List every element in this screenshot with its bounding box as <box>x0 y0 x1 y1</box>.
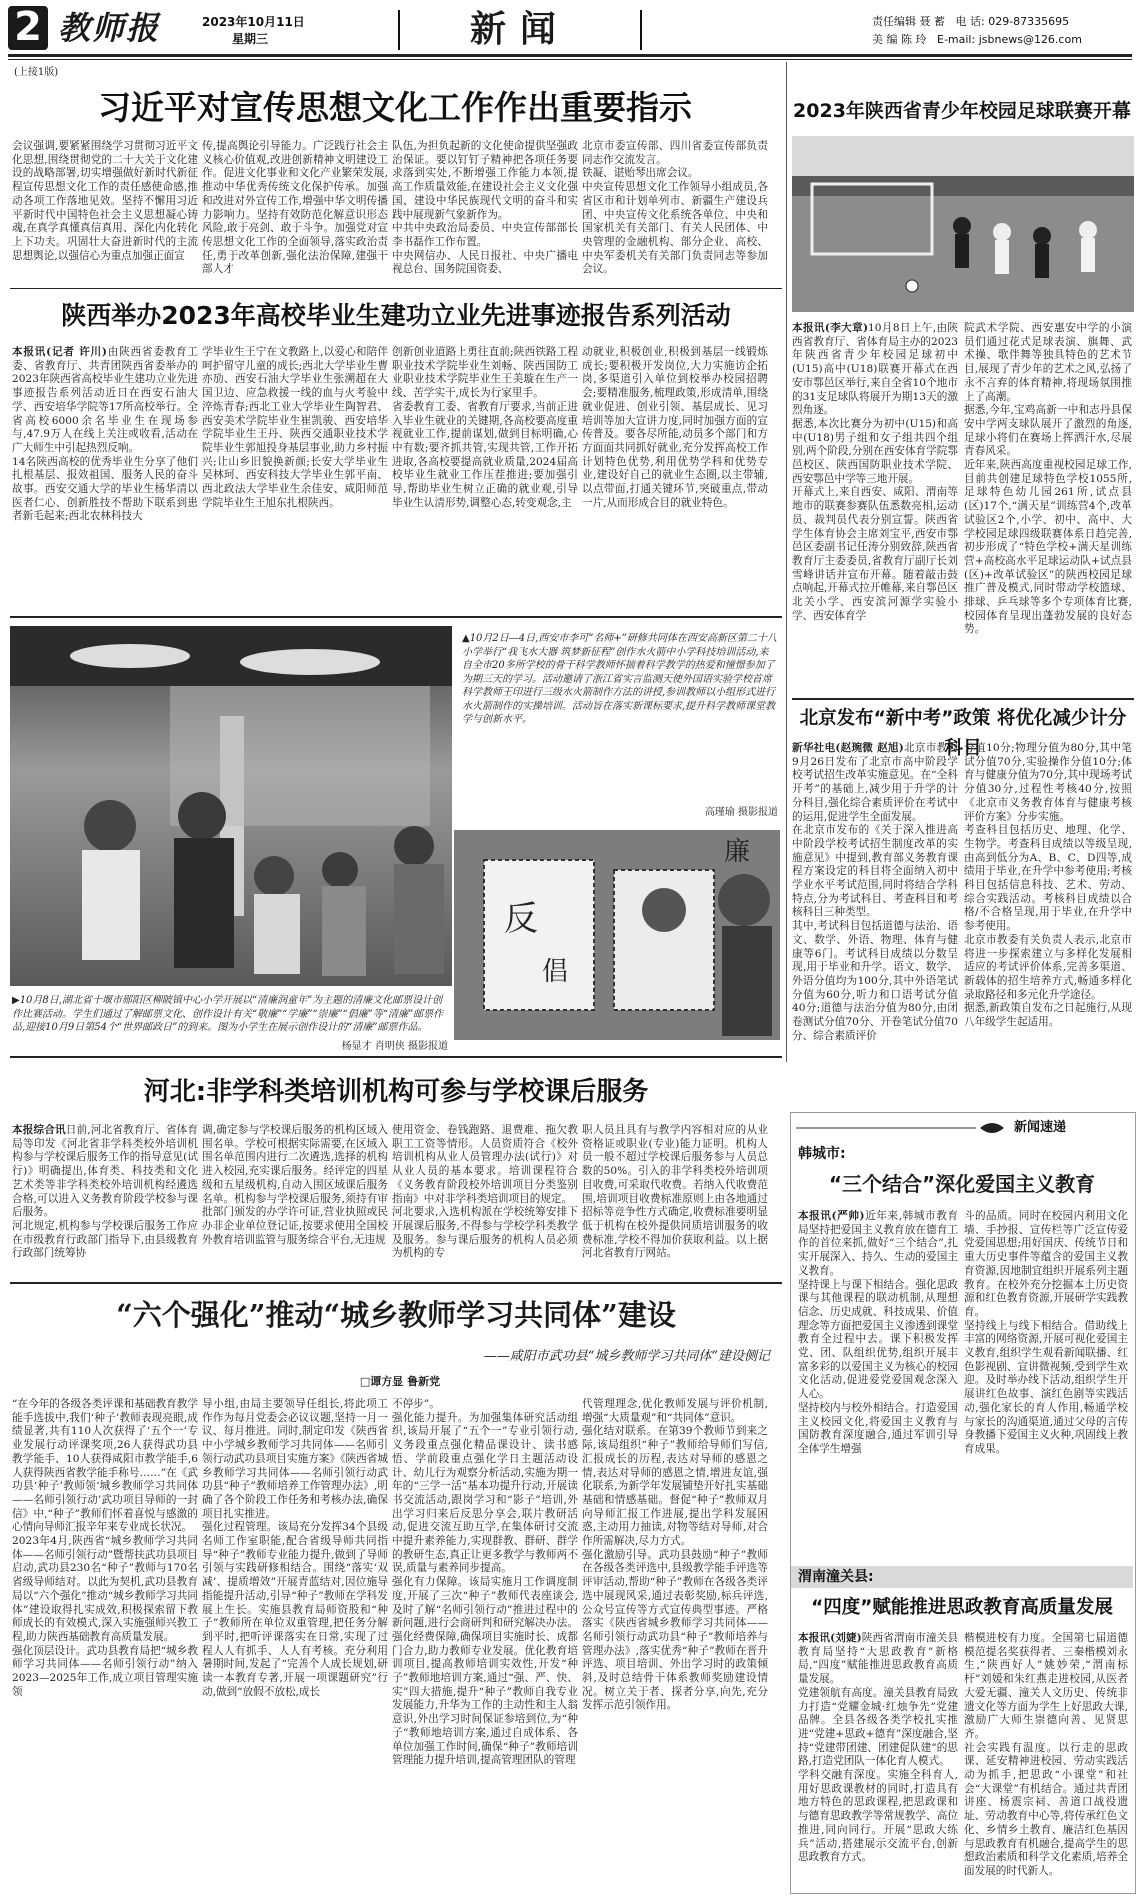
article3-col-1 <box>792 322 958 692</box>
article2-divider <box>10 616 782 618</box>
photo-water-rocket <box>10 626 452 986</box>
article2-col-3: 创新创业道路上勇往直前;陕西铁路工程职业技术学院毕业生刘畅、陕西国防工业职业技术学院毕业生王美璇在生产一线、苦学实干,成长为行家里手。 省委教育工委、省教育厅要求,当前正进入毕业生就业的关键期,各高校要高度重视就业工作,提前谋划,做到目标明确,心中有数;要齐抓共管,实现共管,工作开拓进取,各高校要提高就业质量,2024届高校毕业生就业工作压茬推进;要加强引导,帮助毕业生树立正确的就业观,引导毕业生认清形势,调整心态,转变观念,主 <box>392 346 578 509</box>
article6-col-3: 不停步”。 强化能力提升。为加强集体研究活动组织,该局开展了“五个一”专业引领行动,义务段重点强化精品课设计、读书感悟、学前段重点强化学日主题活动设计、幼儿行为观察分析活动,实施为期一年的“三学一活”基本功提升行动,开展读书交流活动,跟岗学习和“影子”培训,外出学习归来后反思分享会,联片教研活动,促进交流互助互学,在集体研讨交流中提升素养能力,实现群教、群研、群学的教研生态,真正让更多教学与教师两不误,质量与素养同步提高。 强化有力保障。该局实施月工作调度制度,开展了三次“种子”教师代表座谈会,及时了解“名师引领行动”推进过程中的新问题,进行会商研判和研究解决办法。强化经费保障,确保项目实施时长、成都门合力,助力教师专业发展。优化教育培训项目,提高教师培训实效性,开发“种子”教师地培训方案,通过“强、严、快、实”四大措施,提升“种子”教师自我专业发展能力,升华为工作的主动性和主人翁意识,外出学习时间保证参培到位,为“种子”教师地培训方案,通过自成体系、各单位加强工作时间,确保“种子”教师培训管理能力提升培训,提高管理团队的管理 <box>392 1398 578 1767</box>
article5-col-2: 调,确定参与学校课后服务的机构区域入围名单。学校可根据实际需要,在区域入围名单范围内进行二次遴选,选择的机构进入校园,充实课后服务。经评定的四星级和五星级机构,自动入围区域课后服务名单。机构参与学校课后服务,须持有审批部门颁发的办学许可证,营业执照或民办非企业单位登记证,按要求使用全国校外教育培训监管与服务综合平台,无违规 <box>202 1124 388 1246</box>
article4-headline: 北京发布“新中考”政策 将优化减少计分科目 <box>799 708 1127 759</box>
brief1-headline: “三个结合”深化爱国主义教育 <box>828 1172 1096 1196</box>
article3-col-1-text: 10月8日上午,由陕西省教育厅、省体育局主办的2023年陕西省青少年校园足球初中(U15)高中(U18)联赛开幕式在西安市鄠邑区举行,来自全省10个地市的31支足球队将展开为期13天的激烈角逐。 据悉,本次比赛分为初中(U15)和高中(U18)男子组和女子组共四个组别,两个阶段,分别在西安体育学院鄠邑校区、陕西国防职业技术学院、西安鄠邑中学等三地开展。 开幕式上,来自西安、咸阳、渭南等地市的联赛参赛队伍悉数亮相,运动员、裁判员代表分别宣誓。陕西省学生体育协会主席刘宝平,西安市鄠邑区委副书记任涛分别致辞,陕西省教育厅主委委员,省教育厅副厅长刘雪峰讲话并宣布开幕。随着敲击鼓点响起,开幕式拉开帷幕,来自鄠邑区北关小学、西安滨河源学实验小学、西安体育学 <box>792 322 958 622</box>
editor-label: 责任编辑 <box>872 15 916 28</box>
photo-credit-stamp: 杨显才 肖明侠 摄影报道 <box>341 1041 448 1052</box>
email-label: E-mail: <box>937 33 976 46</box>
svg-text:廉: 廉 <box>724 837 751 867</box>
brief1-col-2: 斗的品质。同时在校园内利用文化墙、手抄报、宣传栏等广泛宣传爱党爱国思想;用好国庆、传统节日和重大历史事件等蕴含的爱国主义教育资源,因地制宜组织开展系列主题教育。在校外充分挖掘本土历史资源和红色教育资源,开展研学实践教育。 坚持线上与线下相结合。借助线上丰富的网络资源,开展可视化爱国主义教育,组织学生观看新闻联播、红色影视剧、宣讲微视频,受到学生欢迎。及时举办线下活动,组织学生开展讲红色故事、演红色剧等实践活动,强化家长的育人作用,畅通学校与家长的沟通渠道,通过父母的言传身教播下爱国主义火种,巩固线上教育成果。 <box>964 1210 1128 1455</box>
brief1-col-1-text: 近年来,韩城市教育局坚持把爱国主义教育放在德育工作的首位来抓,做好“三个结合”,扎实开展深入、持久、生动的爱国主义教育。 坚持课上与课下相结合。强化思政课与其他课程的联动机制,从理想信念、历史成就、科技成果、价值理念等方面把爱国主义渗透到课堂教育全过程中去。课下积极发挥党、团、队组织优势,组织开展丰富多彩的以爱国主义为核心的校园文化活动,促进爱党爱国观念深入人心。 坚持校内与校外相结合。打造爱国主义校园文化,将爱国主义教育与国防教育深度融合,通过军训引导全体学生增强 <box>798 1210 958 1455</box>
phone-number: 029-87335695 <box>988 15 1070 28</box>
brief1-col-1 <box>798 1210 958 1556</box>
article6-subtitle: ——咸阳市武功县“城乡教师学习共同体”建设侧记 <box>483 1349 770 1364</box>
article6-col-4: 代管理理念,优化教师发展与评价机制,增强“大质量观”和“共同体”意识。 强化结对联系。在第39个教师节到来之际,该局组织“种子”教师给导师们写信,汇报成长的历程,表达对导师的感恩之情,表达对导师的感恩之情,增进友谊,强化联系,为新学年发展铺垫开好扎实基础基础和情感基础。督促“种子”教师双月向导师汇报工作进展,提出学科发展困惑,主动用力抽读,对物等结对导师,对合作所需解决,尽力方式。 强化激励引导。武功县鼓励“种子”教师在各级各类评选中,县级教学能手评选等评审活动,帮助“种子”教师在各级各类评选中展现风采,通过表彰奖励,标兵评选,公众号宣传等方式宣传典型事迹。严格落实《陕西省城乡教师学习共同体——名师引领行动武功县“种子”教师培养与管理办法》,落实优秀“种子”教师在晋升评选、项目培训、外出学习时的政策倾斜,及时总结骨干体系教师奖励建设情况。树立关于者、探者分享,向先,充分发挥示范引领作用。 <box>582 1398 768 1712</box>
brief2-label: 渭南潼关县: <box>798 1569 874 1585</box>
football-photo-art <box>792 136 1134 312</box>
right-column-rule <box>786 62 787 1062</box>
paper-name: 教师报 <box>58 9 161 47</box>
issue-date: 2023年10月11日 <box>202 15 305 29</box>
article2-col-1 <box>12 346 198 608</box>
art-label: 美 编 <box>872 33 898 46</box>
article5-col-1-text: 日前,河北省教育厅、省体育局等印发《河北省非学科类校外培训机构参与学校课后服务工作的指导意见(试行)》明确提出,体育类、科技类和文化艺术类等非学科类校外培训机构经遴选合格,可以进入义务教育阶段学校参与课后服务。 河北规定,机构参与学校课后服务工作应在市级教育行政部门指导下,由县级教育行政部门统筹协 <box>12 1124 198 1260</box>
email-address: jsbnews@126.com <box>978 33 1082 46</box>
photo-caption-water-rocket: ▲10月2日—4日,西安市李可“名师+”研修共同体在西安高新区第二十八小学举行“我飞水大器 筑梦新征程”创作水火箭中小学科技培训活动,来自全市20多所学校的骨干科学教师怀揣着科学教学的热爱和憧憬参加了为期三天的学习。活动邀请了浙江省实言监测天使外国语实验学校首席科学教师王印进行三级水火箭制作方法的讲授,参训教师以小组形式进行水火箭制作的实操培训。活动旨在落实新课标要求,提升科学教师课堂教学与创新水平。 <box>462 633 777 725</box>
brief2-headline: “四度”赋能推进思政教育高质量发展 <box>811 1597 1113 1618</box>
article5-divider <box>10 1282 782 1284</box>
article5-col-4: 职人员且具有与教学内容相对应的从业资格证或职业(专业)能力证明。机构人员一般不超过学校课后服务参与人员总数的50%。引入的非学科类校外培训项目收费,可采取代收费。若纳入代收费范围,培训项目收费标准原则上由各地通过招标等竞争性方式确定,收费标准要明显低于机构在校外提供同质培训服务的收费标准,学校不得加价获取利益。以上据河北省教育厅网站。 <box>582 1124 768 1260</box>
article1-col-3: 队伍,为担负起新的文化使命提供坚强政治保证。要以钉钉子精神把各项任务要求落到实处,不断增强工作能力本领,提高工作质量效能,在建设社会主义文化强国、建设中华民族现代文明的奋斗和实践中展现新气象新作为。 中共中央政治局委员、中央宣传部部长李书磊作工作布置。 中央网信办、人民日报社、中央广播电视总台、国务院国资委、 <box>392 140 578 276</box>
article2-col-2: 学毕业生王宁在文教路上,以爱心和陪伴呵护留守儿童的成长;西北大学毕业生曹亦劢、西安石油大学毕业生张溯超在大国卫边、应急救援一线的血与火考验中淬炼青春;西北工业大学毕业生陶智君、西安美术学院毕业生崔凯骏、西安培华学院毕业生王丹、陕西交通职业技术学院毕业生郭旭投身基层事业,助力乡村振兴;让山乡旧貌换新颜;长安大学毕业生吴林珂、西安科技大学毕业生郭平南、西北政法大学毕业生余佳安、咸阳师范学院毕业生王旭东扎根陕西。 <box>202 346 388 509</box>
page-number: 2 <box>14 4 42 50</box>
article1-col-2: 传,提高舆论引导能力。广泛践行社会主义核心价值观,改进创新精神文明建设工作。促进文化事业和文化产业繁荣发展,推动中华优秀传统文化保护传承。加强和改进对外宣传工作,增强中华文明传播力影响力。坚持有效防范化解意识形态风险,敢于亮剑、敢于斗争。加强党对宣传思想文化工作的全面领导,落实政治责任,勇于改革创新,强化法治保障,建强干部人才 <box>202 140 388 276</box>
article5-col-3: 使用资金、卷钱跑路、退费难、拖欠教职工工资等情形。人员资质符合《校外培训机构从业人员管理办法(试行)》对从业人员的基本要求。培训课程符合《义务教育阶段校外培训项目分类鉴别指南》中对非学科类培训项目的规定。 河北要求,入选机构派在学校统筹安排下开展课后服务,不得参与学校学科类教学及服务。参与课后服务的机构人员必须为机构的专 <box>392 1124 578 1260</box>
article5-byline: 本报综合讯 <box>12 1124 66 1136</box>
art-line <box>872 32 1137 47</box>
brief2-col-2: 楷模进校有力度。全国第七届道德模范提名奖获得者、三秦楷模刘永生,“陕西好人”姚妙荣,“渭南标杆”刘媛和朱红燕走进校园,从医者大爱无疆、潼关人文历史、传统非遗文化等方面为学生上好思政大课,激励广大师生崇德向善、见贤思齐。 社会实践有温度。以行走的思政课、延安精神进校园、劳动实践活动为抓手,把思政“小课堂”和社会“大课堂”有机结合。通过共青团讲座、杨震宗祠、善道口战役遗址、劳动教育中心等,将传承红色文化、乡情乡土教育、廉洁红色基因与思政教育有机融合,提高学生的思想政治素质和科学文化素质,培养全面发展的时代新人。 <box>964 1632 1128 1877</box>
brief2-byline: 本报讯(刘婕) <box>798 1632 862 1644</box>
article2-col-1-text: 由陕西省委教育工委、省教育厅、共青团陕西省委举办的2023年陕西省高校毕业生建功立业先进事迹报告系列活动近日在西安石油大学、西安培华学院等17所高校举行。全省高校6000余名毕业生在现场参与,47.9万人在线上关注或收看,活动在广大师生中引起热烈反响。 14名陕西高校的优秀毕业生分享了他们扎根基层、报效祖国、服务人民的奋斗故事。西安交通大学的毕业生杨华清以医者仁心、创新胜技不帮助下联系到患者新毛起来;西北农林科技大 <box>12 346 198 523</box>
article3-col-2: 院武术学院、西安惠安中学的小演员们通过花式足球表演、旗舞、武术操、歌伴舞等独具特色的艺术节目,展现了青少年的艺术之风,弘扬了永不言弃的体育精神,将现场氛围推上了高潮。 据悉,今年,宝鸡高新一中和志丹县保安中学两支球队展开了激烈的角逐,足球小将们在赛场上挥洒汗水,尽展青春风采。 近年来,陕西高度重视校园足球工作,目前共创建足球特色学校1055所,足球特色幼儿园261所,试点县(区)17个,“满天星”训练营4个,改革试验区2个,小学、初中、高中、大学校园足球四级联赛体系日趋完善,初步形成了“特色学校+满天星训练营+高校高水平足球运动队+试点县(区)+改革试验区”的陕西校园足球推广普及模式,同时带动学校篮球、排球、乒乓球等多个专项体育比赛,校园体育呈现出蓬勃发展的良好态势。 <box>964 322 1132 636</box>
svg-text:反: 反 <box>504 899 538 939</box>
news-brief-header: 新闻速递 <box>1014 1120 1067 1135</box>
article4-byline: 新华社电(赵琬微 赵旭) <box>792 742 904 754</box>
article1-col-4: 北京市委宣传部、四川省委宣传部负责同志作交流发言。 铁凝、谌贻琴出席会议。 中央宣传思想文化工作领导小组成员,各省区市和计划单列市、新疆生产建设兵团、中央宣传文化系统各单位、中央和国家机关有关部门、有关人民团体、中央管理的金融机构、部分企业、高校、中央军委机关有关部门负责同志等参加会议。 <box>582 140 768 276</box>
article1-col-1: 会议强调,要紧紧围绕学习贯彻习近平文化思想,围绕贯彻党的二十大关于文化建设的战略部署,切实增强做好新时代新征程宣传思想文化工作的责任感使命感,推动各项工作落地见效。坚持不懈用习近平新时代中国特色社会主义思想凝心铸魂,在真学真懂真信真用、深化内化转化上下功夫。巩固壮大奋进新时代的主流思想舆论,以强信心为重点加强正面宣 <box>12 140 198 262</box>
article2-col-4: 动就业,积极创业,积极到基层一线锻炼成长;要积极开发岗位,大力实施访企拓岗,多渠道引入单位到校举办校园招聘会;要精准服务,梳理政策,形成清单,围绕就业促进、创业引领、基层成长、见习培训等加大宣讲力度,同时加强方面的宣传普及。要各尽所能,动员多个部门和方方面面共同抓好就业,充分发挥高校工作计划特色优势,利用优势学科和优势专业,建设好自己的就业生态圈,以主带辅,以点带面,打通关键环节,突破重点,带动一片,从而形成合目的就业特色。 <box>582 346 768 509</box>
issue-weekday: 星期三 <box>232 32 269 46</box>
water-rocket-photo-art <box>10 626 452 986</box>
news-brief-banner-ornament <box>796 1116 1130 1140</box>
news-brief-banner <box>796 1116 1130 1140</box>
brief1-byline: 本报讯(严帅) <box>798 1210 865 1222</box>
photo-football-match <box>792 136 1134 312</box>
article4-col-1 <box>792 742 958 1054</box>
brief2-col-1-text: 陕西省渭南市潼关县教育局坚持“大思政教育”新格局,“四度”赋能推进思政教育高质量发展。 党建领航有高度。潼关县教育局致力打造“党耀金城·红烛争先”党建品牌。全县各级各类学校扎实推进“党建+思政+德育”深度融合,坚持“党建带团建、团建促队建”的思路,打造党团队一体化育人模式。 学科交融有深度。实施全科育人,用好思政课教材的同时,打造具有地方特色的思政课程,把思政课和与德育思政教学等常规教学、高位推进,同向同行。开展“思政大练兵”活动,搭建展示交流平台,创新思政教育方式。 <box>798 1632 958 1864</box>
article1-headline: 习近平对宣传思想文化工作作出重要指示 <box>98 88 692 127</box>
phone-label: 电 话: <box>955 15 985 28</box>
photo-caption-stamp: ▶10月8日,湖北省十堰市郧阳区柳陂镇中心小学开展以“清廉润童年”为主题的清廉文化邮票设计创作比赛活动。学生们通过了解邮票文化、创作设计有关“敬廉”“学廉”“崇廉”“倡廉”等“清廉”邮票作品,迎接10月9日第54个“世界邮政日”的到来。图为小学生在展示创作设计的“清廉”邮票作品。 <box>12 995 444 1033</box>
photo-feature-divider <box>10 1056 782 1058</box>
art-name: 陈 玲 <box>901 33 927 46</box>
article6-col-2: 导小组,由局主要领导任组长,将此项工作作为每月党委会必议议题,坚持一月一议、每月推进。同时,制定印发《陕西省中小学城乡教师学习共同体——名师引领行动武功县项目实施方案》《陕西省城乡教师学习共同体——名师引领行动武功县“种子”教师培养工作管理办法》,明确了各个阶段工作任务和考核办法,确保项目扎实推进。 强化过程管理。该局充分发挥34个县级名师工作室职能,配合省级导师共同指导“种子”教师专业能力提升,做到了导师引领与实践研修相结合。围绕“落实‘双减’、提质增效”开展青蓝结对,因位施导指能提升活动,引导“种子”教师在学科发展上生长。实施县教育局师资股和“种子”教师所在单位双重管理,把任务分解到平时,把听评课落实在日常,实现了过程人人有抓手、人人有考核。充分利用暑期时间,发起了“完善个人成长规划,研读一本教育专著,开展一项课题研究”行动,做到“放假不放松,成长 <box>202 1398 388 1698</box>
brief1-label: 韩城市: <box>798 1146 846 1162</box>
section-title: 新闻 <box>469 8 570 50</box>
article6-headline: “六个强化”推动“城乡教师学习共同体”建设 <box>116 1298 676 1332</box>
article6-col-1: “在今年的各级各类评课和基础教育教学能手选拔中,我们‘种子’教师表现亮眼,成绩显著,共有110人次获得了‘五个一’专业发展行动评课奖项,26人获得武功县教学能手、10人获得咸阳市教学能手,6人获得陕西省教学能手称号……”在《武功县‘种子’教师领‘城乡教师学习共同体——名师引领行动’武功项目导师的一封信》中,“种子”教师们怀着喜悦与感激的心情向导师汇报辛年来专业成长状况。 2023年4月,陕西省“城乡教师学习共同体——名师引领行动”暨帮扶武功县项目启动,武功县230名“种子”教师与170名省级导师结对。以此为契机,武功县教育局以“六个强化”推动“城乡教师学习共同体”建设取得扎实成效,积极探索留下教师成长的有效模式,深入实施强师兴教工程,助力陕西基础教育高质量发展。 强化顶层设计。武功县教育局把“城乡教师学习共同体——名师引领行动”纳入2023—2025年工作,成立项目管理实施领 <box>12 1398 198 1698</box>
article3-divider <box>792 698 1134 700</box>
masthead-rule-thin <box>8 59 1132 60</box>
article2-byline: 本报讯(记者 许川) <box>12 346 107 358</box>
article3-byline: 本报讯(李大章) <box>792 322 869 334</box>
article6-byline: □谭方显 鲁新党 <box>359 1375 441 1388</box>
article5-col-1 <box>12 1124 198 1274</box>
photo-stamp-design <box>454 830 780 1040</box>
article4-col-1-text: 北京市教委9月26日发布了北京市高中阶段学校考试招生改革实施意见。在“全科开考”的基础上,减少用于升学的计分科目,强化综合素质评价在考试中的运用,促进学生全面发展。 在北京市发布的《关于深入推进高中阶段学校考试招生制度改革的实施意见》中提到,教育部义务教育课程方案设定的科目将全面纳入初中学业水平考试范围,同时将结合学科特点,分为考试科目、考查科目和考核科目三种类型。 其中,考试科目包括道德与法治、语文、数学、外语、物理、体育与健康等6门。考试科目成绩以分数呈现,用于毕业和升学。语文、数学、外语分值均为100分,其中外语笔试分值为60分,听力和口语考试分值40分;道德与法治分值为80分,由闭卷测试分值70分、开卷笔试分值70分、综合素质评价 <box>792 742 958 1042</box>
stamp-design-photo-art <box>454 830 780 1040</box>
article3-headline: 2023年陕西省青少年校园足球联赛开幕 <box>793 100 1131 122</box>
article2-headline: 陕西举办2023年高校毕业生建功立业先进事迹报告系列活动 <box>61 301 731 330</box>
editor-line <box>872 14 1137 29</box>
photo-credit-water-rocket: 高瑾瑜 摄影报道 <box>704 807 778 818</box>
article5-headline: 河北:非学科类培训机构可参与学校课后服务 <box>143 1077 649 1107</box>
brief2-col-1 <box>798 1632 958 1888</box>
editor-name: 聂 蓄 <box>919 15 945 28</box>
masthead-rule <box>8 54 1132 57</box>
svg-text:倡: 倡 <box>542 957 569 987</box>
article1-divider <box>10 288 782 289</box>
article1-kicker: (上接1版) <box>14 67 59 78</box>
article4-col-2: 分值10分;物理分值为80分,其中笔试分值70分,实验操作分值10分;体育与健康分值为70分,其中现场考试分值30分,过程性考核40分,按照《北京市义务教育体育与健康考核评价方案》分步实施。 考查科目包括历史、地理、化学、生物学。考查科目成绩以等级呈现,由高到低分为A、B、C、D四等,成绩用于毕业,在升学中参考使用;考核科目包括信息科技、艺术、劳动、综合实践活动。考核科目成绩以合格/不合格呈现,用于毕业,在升学中参考使用。 北京市教委有关负责人表示,北京市将进一步探索建立与多样化发展相适应的考试评价体系,完善多渠道、新载体的招生培养方式,畅通多样化录取路径和多元化升学途径。 据悉,新政策自发布之日起施行,从现八年级学生起适用。 <box>964 742 1132 1029</box>
